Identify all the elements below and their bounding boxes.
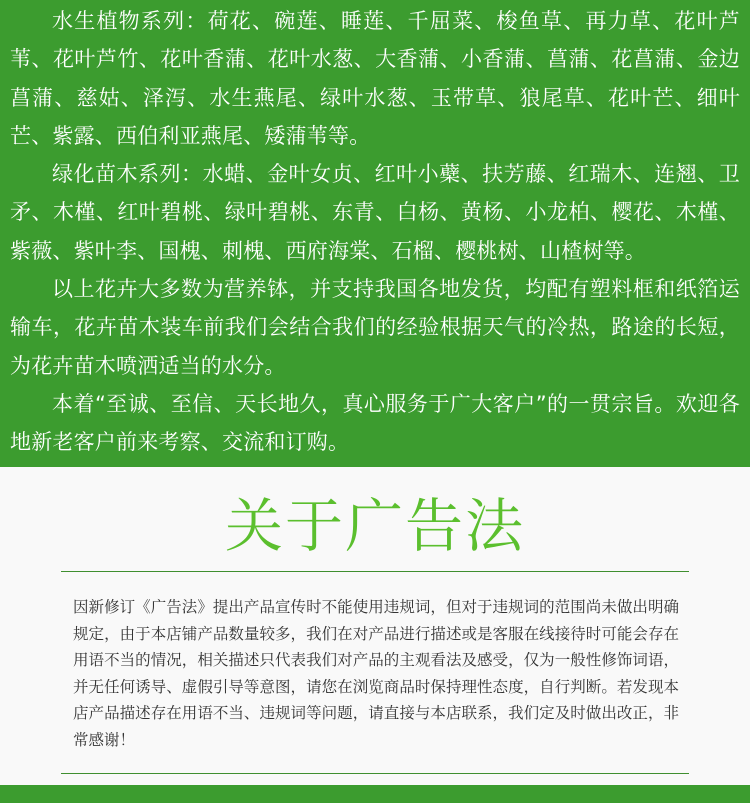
advertising-law-notice: 因新修订《广告法》提出产品宣传时不能使用违规词，但对于违规词的范围尚未做出明确规定，由于本店铺产品数量较多，我们在对产品进行描述或是客服在线接待时可能会存在用语不当的情况，相关描述只代表我们对产品的主观看法及感受，仅为一般性修饰词语，并无任何诱导、虚假引导等意图，请您在浏览商品时保持理性态度，自行判断。若发现本店产品描述存在用语不当、违规词等问题，请直接与本店联系，我们定及时做出改正，非常感谢！: [73, 598, 679, 749]
aquatic-plants-paragraph: 水生植物系列：荷花、碗莲、睡莲、千屈菜、梭鱼草、再力草、花叶芦苇、花叶芦竹、花叶香蒲、花叶水葱、大香蒲、小香蒲、菖蒲、花菖蒲、金边菖蒲、慈姑、泽泻、水生燕尾、绿叶水葱、玉带草、狼尾草、花叶芒、细叶芒、紫露、西伯利亚燕尾、矮蒲苇等。: [10, 9, 740, 148]
shipping-paragraph: 以上花卉大多数为营养钵，并支持我国各地发货，均配有塑料框和纸箔运输车，花卉苗木装车前我们会结合我们的经验根据天气的冷热，路途的长短，为花卉苗木喷洒适当的水分。: [10, 277, 740, 378]
advertising-law-section: [0, 467, 750, 785]
footer-bar: [0, 785, 750, 803]
service-paragraph: 本着“至诚、至信、天长地久，真心服务于广大客户”的一贯宗旨。欢迎各地新老客户前来考察、交流和订购。: [10, 391, 740, 455]
nursery-stock-paragraph: 绿化苗木系列：水蜡、金叶女贞、红叶小蘗、扶芳藤、红瑞木、连翘、卫矛、木槿、红叶碧桃、绿叶碧桃、东青、白杨、黄杨、小龙柏、樱花、木槿、紫薇、紫叶李、国槐、刺槐、西府海棠、石榴、樱桃树、山楂树等。: [10, 162, 740, 263]
bottom-divider: [61, 773, 689, 774]
advertising-law-title: 关于广告法: [224, 492, 525, 560]
top-divider: [61, 571, 689, 572]
